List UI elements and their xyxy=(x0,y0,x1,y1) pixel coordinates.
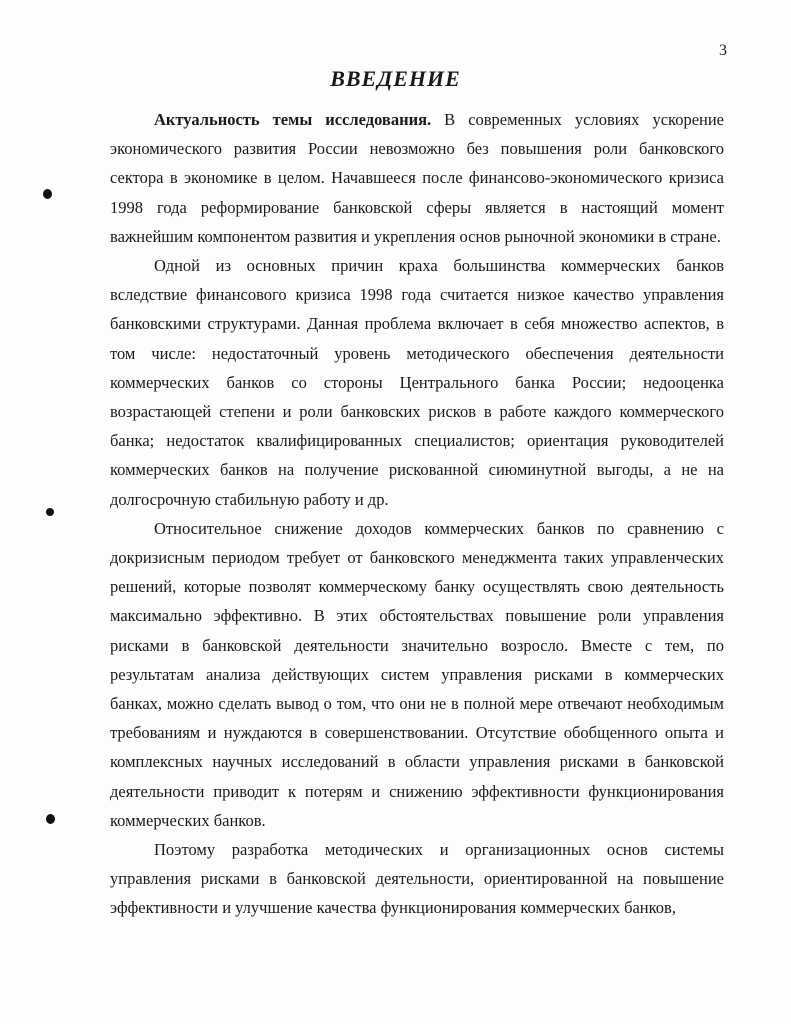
scan-hole-punch-mark xyxy=(46,508,54,516)
paragraph-run-in-heading: Актуальность темы исследования. xyxy=(154,110,432,129)
paragraph-relevance xyxy=(110,105,724,251)
scan-hole-punch-mark xyxy=(46,814,55,824)
scan-hole-punch-mark xyxy=(43,189,52,199)
paragraph-income-decline: Относительное снижение доходов коммерческих банков по сравнению с докризисным периодом требует от банковского менеджмента таких управленческих решений, которые позволят коммерческому банку осуществлять свою деятельность максимально эффективно. В этих обстоятельствах повышение роли управления рисками в банковской деятельности значительно возросло. Вместе с тем, по результатам анализа действующих систем управления рисками в коммерческих банках, можно сделать вывод о том, что они не в полной мере отвечают необходимым требованиям и нуждаются в совершенствовании. Отсутствие обобщенного опыта и комплексных научных исследований в области управления рисками в банковской деятельности приводит к потерям и снижению эффективности функционирования коммерческих банков. xyxy=(110,518,724,830)
paragraph-text: В современных условиях ускорение экономического развития России невозможно без повышения роли банковского сектора в экономике в целом. Начавшееся после финансово-экономического кризиса 1998 года реформирование банковской сферы является в настоящий момент важнейшим компонентом развития и укрепления основ рыночной экономики в стране. xyxy=(110,110,725,246)
paragraph-development: Поэтому разработка методических и организационных основ системы управления рисками в банковской деятельности, ориентированной на повышение эффективности и улучшение качества функционирования коммерческих банков, xyxy=(110,840,724,918)
page-title: ВВЕДЕНИЕ xyxy=(330,66,461,91)
paragraph-causes: Одной из основных причин краха большинства коммерческих банков вследствие финансового кризиса 1998 года считается низкое качество управления банковскими структурами. Данная проблема включает в себя множество аспектов, в том числе: недостаточный уровень методического обеспечения деятельности коммерческих банков со стороны Центрального банка России; недооценка возрастающей степени и роли банковских рисков в работе каждого коммерческого банка; недостаток квалифицированных специалистов; ориентация руководителей коммерческих банков на получение рискованной сиюминутной выгоды, а не на долгосрочную стабильную работу и др. xyxy=(110,256,724,509)
document-body xyxy=(110,105,724,923)
page-number: 3 xyxy=(719,42,727,59)
